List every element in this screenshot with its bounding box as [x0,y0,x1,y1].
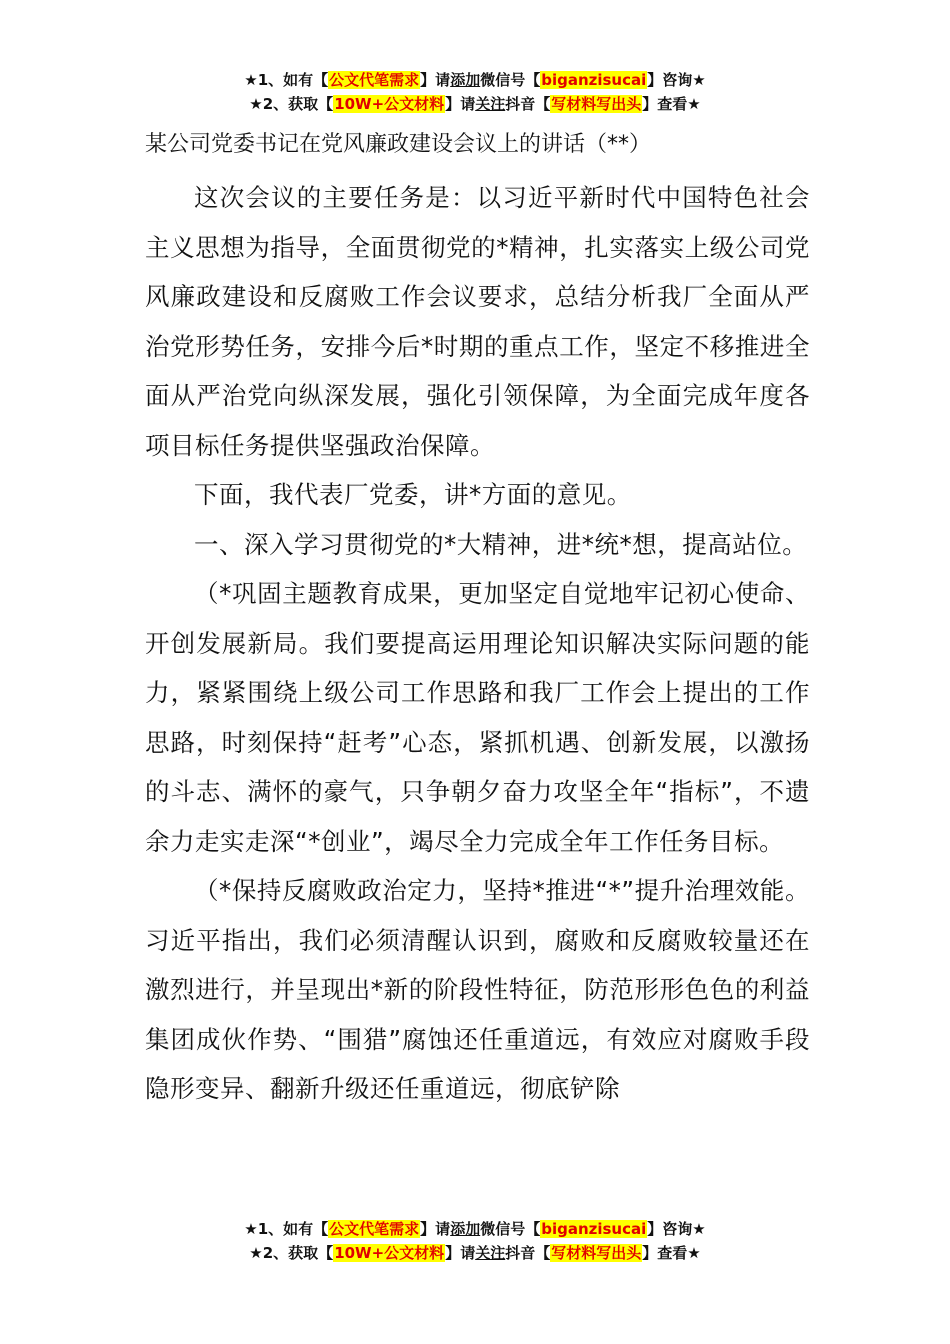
highlight-materials: 10W+公文材料 [334,95,445,113]
paragraph: 下面，我代表厂党委，讲*方面的意见。 [194,480,632,509]
promo-line-2: ★2、获取【10W+公文材料】请关注抖音【写材料写出头】查看★ [249,95,701,113]
paragraph: （*巩固主题教育成果，更加坚定自觉地牢记初心使命、开创发展新局。我们要提高运用理论知识解决实际问题的能力，紧紧围绕上级公司工作思路和我厂工作会上提出的工作思路，时刻保持“赶考”心态，紧抓机遇、创新发展，以激扬的斗志、满怀的豪气，只争朝夕奋力攻坚全年“指标”，不遗余力走实走深“*创业”，竭尽全力完成全年工作任务目标。 [145,579,810,856]
document-body [145,127,810,1114]
highlight-service: 公文代笔需求 [329,71,420,89]
section-heading: 一、深入学习贯彻党的*大精神，进*统*想，提高站位。 [194,529,808,559]
highlight-service: 公文代笔需求 [329,1220,420,1238]
promo-line-2: ★2、获取【10W+公文材料】请关注抖音【写材料写出头】查看★ [249,1244,701,1262]
highlight-wechat-id: biganzisucai [541,71,647,89]
paragraph: 这次会议的主要任务是：以习近平新时代中国特色社会主义思想为指导，全面贯彻党的*精神，扎实落实上级公司党风廉政建设和反腐败工作会议要求，总结分析我厂全面从严治党形势任务，安排今后*时期的重点工作，坚定不移推进全面从严治党向纵深发展，强化引领保障，为全面完成年度各项目标任务提供坚强政治保障。 [145,183,810,460]
header-promo-banner [0,68,950,116]
highlight-wechat-id: biganzisucai [541,1220,647,1238]
promo-line-1: ★1、如有【公文代笔需求】请添加微信号【biganzisucai】咨询★ [244,71,706,89]
document-title: 某公司党委书记在党风廉政建设会议上的讲话（**） [145,132,652,157]
footer-promo-banner [0,1217,950,1265]
highlight-douyin: 写材料写出头 [551,95,642,113]
paragraph: （*保持反腐败政治定力，坚持*推进“*”提升治理效能。习近平指出，我们必须清醒认识到，腐败和反腐败较量还在激烈进行，并呈现出*新的阶段性特征，防范形形色色的利益集团成伙作势、“围猎”腐蚀还任重道远，有效应对腐败手段隐形变异、翻新升级还任重道远，彻底铲除 [145,876,810,1103]
promo-line-1: ★1、如有【公文代笔需求】请添加微信号【biganzisucai】咨询★ [244,1220,706,1238]
highlight-materials: 10W+公文材料 [334,1244,445,1262]
highlight-douyin: 写材料写出头 [551,1244,642,1262]
